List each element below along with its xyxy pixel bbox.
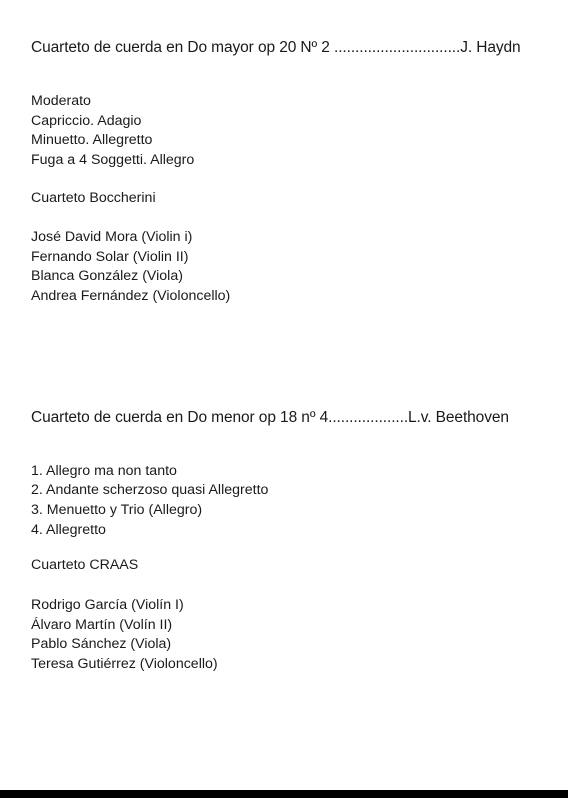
work-1-performer-3: Blanca González (Viola) xyxy=(31,268,183,284)
work-2-movement-3: 3. Menuetto y Trio (Allegro) xyxy=(31,502,203,518)
work-2-ensemble: Cuarteto CRAAS xyxy=(31,557,139,573)
work-2-performer-4: Teresa Gutiérrez (Violoncello) xyxy=(31,656,218,672)
work-2-performer-3: Pablo Sánchez (Viola) xyxy=(31,636,172,652)
work-2-movement-1: 1. Allegro ma non tanto xyxy=(31,463,177,479)
work-1-performer-2: Fernando Solar (Violin II) xyxy=(31,249,189,265)
work-2-performer-2: Álvaro Martín (Volín II) xyxy=(31,617,173,633)
work-2-movement-2: 2. Andante scherzoso quasi Allegretto xyxy=(31,482,269,498)
work-1-heading: Cuarteto de cuerda en Do mayor op 20 Nº 2 ..............................J. Haydn xyxy=(31,39,521,56)
work-1-movement-4: Fuga a 4 Soggetti. Allegro xyxy=(31,152,195,168)
work-1-performer-1: José David Mora (Violin i) xyxy=(31,229,193,245)
work-2-movement-4: 4. Allegretto xyxy=(31,522,106,538)
work-1-movement-2: Capriccio. Adagio xyxy=(31,113,142,129)
work-1-performer-4: Andrea Fernández (Violoncello) xyxy=(31,288,231,304)
work-1-movement-1: Moderato xyxy=(31,93,91,109)
work-1-ensemble: Cuarteto Boccherini xyxy=(31,190,156,206)
work-2-performer-1: Rodrigo García (Violín I) xyxy=(31,597,184,613)
work-2-heading: Cuarteto de cuerda en Do menor op 18 nº 4...................L.v. Beethoven xyxy=(31,409,509,426)
work-1-movement-3: Minuetto. Allegretto xyxy=(31,132,153,148)
bottom-black-bar xyxy=(0,790,568,798)
